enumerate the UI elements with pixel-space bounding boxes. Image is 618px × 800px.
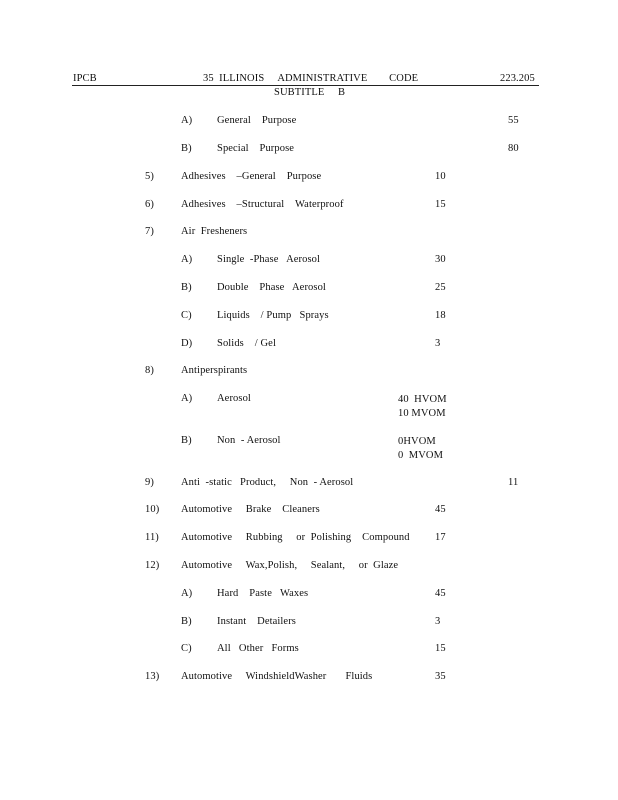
item-value: 35 xyxy=(435,671,446,682)
item-value: 40 HVOM 10 MVOM xyxy=(398,394,447,419)
header-section-number: 223.205 xyxy=(500,73,535,84)
item-number: 13) xyxy=(145,671,160,682)
item-value: 18 xyxy=(435,310,446,321)
subitem-letter: D) xyxy=(181,338,193,349)
item-value-right: 80 xyxy=(508,143,519,154)
item-label: Liquids / Pump Sprays xyxy=(217,310,329,321)
item-label: Special Purpose xyxy=(217,143,295,154)
item-number: 11) xyxy=(145,532,159,543)
item-label: Antiperspirants xyxy=(181,365,248,376)
item-label: Automotive Brake Cleaners xyxy=(181,504,320,515)
item-label: Automotive Rubbing or Polishing Compound xyxy=(181,532,410,543)
subitem-letter: C) xyxy=(181,643,192,654)
item-label: Hard Paste Waxes xyxy=(217,588,309,599)
subitem-letter: C) xyxy=(181,310,192,321)
item-label: Aerosol xyxy=(217,393,251,404)
item-label: Adhesives –Structural Waterproof xyxy=(181,199,344,210)
item-label: Air Fresheners xyxy=(181,226,248,237)
item-value: 25 xyxy=(435,282,446,293)
item-label: Automotive Wax,Polish, Sealant, or Glaze xyxy=(181,560,399,571)
item-value: 3 xyxy=(435,338,441,349)
item-label: Adhesives –General Purpose xyxy=(181,171,322,182)
item-value: 10 xyxy=(435,171,446,182)
subitem-letter: A) xyxy=(181,115,193,126)
item-value: 30 xyxy=(435,254,446,265)
item-label: Single -Phase Aerosol xyxy=(217,254,321,265)
item-number: 9) xyxy=(145,477,154,488)
subitem-letter: A) xyxy=(181,254,193,265)
item-value: 45 xyxy=(435,588,446,599)
subitem-letter: A) xyxy=(181,393,193,404)
item-number: 6) xyxy=(145,199,154,210)
item-label: Instant Detailers xyxy=(217,616,296,627)
item-label: General Purpose xyxy=(217,115,297,126)
subitem-letter: B) xyxy=(181,616,192,627)
item-number: 7) xyxy=(145,226,154,237)
item-number: 5) xyxy=(145,171,154,182)
item-value-right: 55 xyxy=(508,115,519,126)
item-value: 3 xyxy=(435,616,441,627)
item-value: 17 xyxy=(435,532,446,543)
item-label: Double Phase Aerosol xyxy=(217,282,326,293)
item-number: 8) xyxy=(145,365,154,376)
item-label: Non - Aerosol xyxy=(217,435,281,446)
subitem-letter: B) xyxy=(181,143,192,154)
item-label: All Other Forms xyxy=(217,643,299,654)
item-number: 10) xyxy=(145,504,160,515)
item-value-right: 11 xyxy=(508,477,519,488)
subitem-letter: B) xyxy=(181,435,192,446)
item-label: Anti -static Product, Non - Aerosol xyxy=(181,477,354,488)
item-label: Solids / Gel xyxy=(217,338,276,349)
header-left-agency: IPCB xyxy=(73,73,97,84)
item-value: 15 xyxy=(435,643,446,654)
subitem-letter: B) xyxy=(181,282,192,293)
header-code-title: 35 ILLINOIS ADMINISTRATIVE CODE xyxy=(203,73,419,84)
subitem-letter: A) xyxy=(181,588,193,599)
item-value: 45 xyxy=(435,504,446,515)
item-label: Automotive WindshieldWasher Fluids xyxy=(181,671,373,682)
item-number: 12) xyxy=(145,560,160,571)
header-subtitle: SUBTITLE B xyxy=(274,87,346,98)
item-value: 0HVOM 0 MVOM xyxy=(398,436,444,461)
header-rule xyxy=(72,85,539,86)
item-value: 15 xyxy=(435,199,446,210)
